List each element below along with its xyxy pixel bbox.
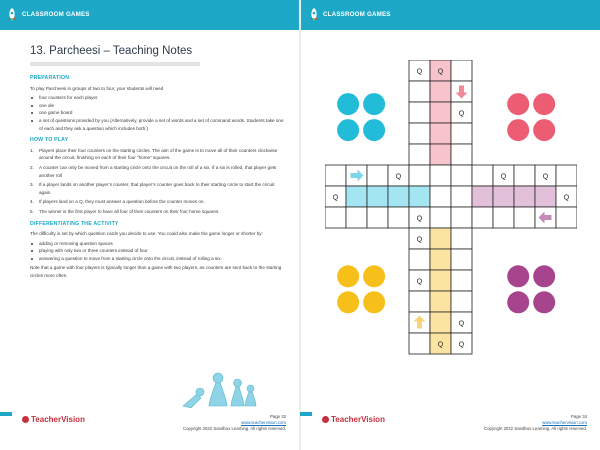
- board-square: [430, 207, 451, 228]
- preparation-intro: To play Parcheesi in groups of two to four, your students will need: [30, 85, 164, 91]
- board-square: [346, 186, 367, 207]
- board-square: [430, 291, 451, 312]
- board-square: [451, 186, 472, 207]
- question-square-label: Q: [542, 173, 549, 181]
- board-square: [430, 270, 451, 291]
- board-square: [409, 291, 430, 312]
- question-square-label: Q: [416, 215, 423, 223]
- pink-starting-circle: [507, 93, 529, 115]
- list-item: one die: [30, 102, 285, 110]
- pink-starting-circle: [507, 119, 529, 141]
- rocket-icon: [308, 8, 320, 22]
- list-item: 3. If a player lands on another player’s counter, that player’s counter goes back to their starting circle to start the circuit again.: [30, 182, 275, 195]
- board-square: [430, 312, 451, 333]
- list-item: answering a question to move from a starting circle onto the circuit, instead of rolling a six.: [30, 255, 285, 263]
- board-square: [409, 165, 430, 186]
- yellow-starting-circle: [337, 291, 359, 313]
- board-square: [409, 81, 430, 102]
- board-square: [430, 249, 451, 270]
- board-square: [409, 123, 430, 144]
- footer-stripe: [300, 412, 312, 416]
- board-square: [472, 165, 493, 186]
- question-square-label: Q: [437, 68, 444, 76]
- purple-starting-circle: [507, 291, 529, 313]
- board-square: [514, 165, 535, 186]
- board-square: [325, 207, 346, 228]
- board-square: [451, 60, 472, 81]
- teachervision-logo: TeacherVision: [322, 415, 385, 424]
- question-square-label: Q: [395, 173, 402, 181]
- website-link[interactable]: www.teachervision.com: [241, 420, 286, 425]
- board-square: [535, 186, 556, 207]
- page-number: Page 32: [269, 414, 286, 419]
- board-square: [493, 207, 514, 228]
- board-square: [430, 165, 451, 186]
- board-square: [325, 165, 346, 186]
- question-square-label: Q: [458, 320, 465, 328]
- yellow-starting-circle: [337, 265, 359, 287]
- differentiating-note: Note that a game with four players is typically longer than a game with two players, as counters are sent back to the starting circles more often.: [30, 265, 282, 279]
- title-underline: [30, 62, 200, 66]
- footer-stripe: [0, 412, 12, 416]
- board-square: [451, 228, 472, 249]
- footer-info: [86, 414, 286, 432]
- yellow-starting-circle: [363, 265, 385, 287]
- teaching-notes: [30, 75, 285, 282]
- section-name: CLASSROOM GAMES: [323, 11, 391, 18]
- board-square: [430, 102, 451, 123]
- question-square-label: Q: [563, 194, 570, 202]
- question-square-label: Q: [458, 110, 465, 118]
- game-pieces-illustration: [175, 360, 275, 408]
- list-item: adding or removing question spaces: [30, 240, 285, 248]
- right-header-bar: [300, 0, 600, 30]
- differentiating-heading: DIFFERENTIATING THE ACTIVITY: [30, 220, 119, 227]
- board-square: [556, 165, 577, 186]
- purple-starting-circle: [533, 291, 555, 313]
- question-square-label: Q: [458, 341, 465, 349]
- board-square: [556, 207, 577, 228]
- board-square: [451, 207, 472, 228]
- list-item: four counters for each player: [30, 94, 285, 102]
- copyright: Copyright 2022 Sandbox Learning. All rights reserved.: [484, 426, 587, 431]
- preparation-list: [30, 94, 285, 132]
- pink-starting-circle: [533, 93, 555, 115]
- board-square: [430, 186, 451, 207]
- board-square: [451, 249, 472, 270]
- section-name: CLASSROOM GAMES: [22, 11, 90, 18]
- parcheesi-game-board: [325, 60, 577, 370]
- board-square: [451, 144, 472, 165]
- board-square: [430, 228, 451, 249]
- board-square: [472, 186, 493, 207]
- board-square: [409, 186, 430, 207]
- question-square-label: Q: [416, 236, 423, 244]
- list-item: one game board: [30, 109, 285, 117]
- page-number: Page 34: [570, 414, 587, 419]
- cyan-starting-circle: [363, 119, 385, 141]
- yellow-starting-circle: [363, 291, 385, 313]
- question-square-label: Q: [416, 68, 423, 76]
- list-item: 4. If players land on a Q, they must answer a question before the counter moves on.: [30, 199, 205, 205]
- teachervision-logo: TeacherVision: [22, 415, 85, 424]
- board-square: [430, 123, 451, 144]
- board-square: [451, 291, 472, 312]
- board-square: [388, 207, 409, 228]
- how-to-play-steps: [30, 147, 285, 216]
- board-square: [430, 144, 451, 165]
- page-spine: [299, 0, 301, 450]
- purple-starting-circle: [533, 265, 555, 287]
- footer-info: [387, 414, 587, 432]
- board-square: [472, 207, 493, 228]
- purple-starting-circle: [507, 265, 529, 287]
- board-square: [451, 165, 472, 186]
- cyan-starting-circle: [337, 119, 359, 141]
- board-square: [388, 186, 409, 207]
- board-square: [514, 186, 535, 207]
- list-item: 5. The winner is the first player to have all four of their counters on their four home squares.: [30, 208, 220, 214]
- apple-icon: [22, 416, 29, 423]
- board-square: [409, 102, 430, 123]
- page-title: 13. Parcheesi – Teaching Notes: [30, 45, 193, 57]
- cyan-starting-circle: [337, 93, 359, 115]
- list-item: 1. Players place their four counters on the starting circles. The aim of the game is to move all of their counters clockwise around the circuit, finishing on each of their four “home” squares.: [30, 147, 278, 161]
- website-link[interactable]: www.teachervision.com: [542, 420, 587, 425]
- board-square: [451, 123, 472, 144]
- question-square-label: Q: [416, 278, 423, 286]
- board-square: [514, 207, 535, 228]
- board-square: [451, 270, 472, 291]
- board-square: [409, 249, 430, 270]
- list-item: a set of questions provided by you (Alternatively, provide a set of words and a set of command words. Students take one of each and they ask a question which includes both.): [30, 117, 285, 132]
- rocket-icon: [6, 8, 18, 22]
- board-square: [409, 144, 430, 165]
- board-square: [367, 186, 388, 207]
- list-item: 2. A counter can only be moved from a starting circle onto the circuit on the roll of a six. If a six is rolled, that player gets another roll: [30, 164, 277, 178]
- preparation-heading: PREPARATION: [30, 75, 70, 81]
- board-square: [367, 207, 388, 228]
- question-square-label: Q: [500, 173, 507, 181]
- copyright: Copyright 2022 Sandbox Learning. All rights reserved.: [183, 426, 286, 431]
- board-square: [409, 333, 430, 354]
- question-square-label: Q: [332, 194, 339, 202]
- left-header-bar: [0, 0, 300, 30]
- board-square: [367, 165, 388, 186]
- cyan-starting-circle: [363, 93, 385, 115]
- list-item: playing with only two or three counters instead of four: [30, 247, 285, 255]
- board-square: [493, 186, 514, 207]
- apple-icon: [322, 416, 329, 423]
- pink-starting-circle: [533, 119, 555, 141]
- differentiating-list: [30, 240, 285, 263]
- differentiating-intro: The difficulty is set by which question cards you decide to use. You could also make the game longer or shorter by:: [30, 231, 263, 237]
- board-square: [346, 207, 367, 228]
- question-square-label: Q: [437, 341, 444, 349]
- board-square: [430, 81, 451, 102]
- how-to-play-heading: HOW TO PLAY: [30, 137, 69, 144]
